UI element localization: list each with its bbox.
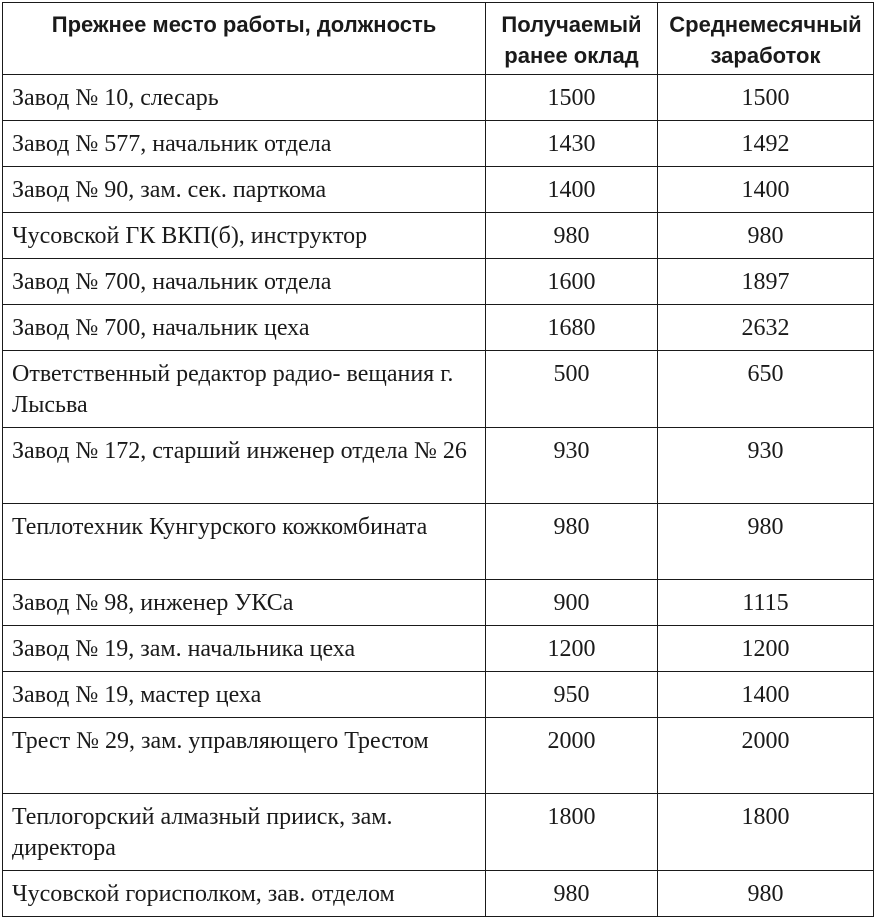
table-row — [3, 626, 874, 672]
avg-earnings-cell: 1115 — [658, 580, 874, 626]
header-prior-salary: Получаемый ранее оклад — [486, 3, 658, 75]
table-row — [3, 428, 874, 504]
salary-table — [2, 2, 874, 917]
avg-earnings-cell: 980 — [658, 504, 874, 580]
prior-salary-cell: 980 — [486, 213, 658, 259]
avg-earnings-cell: 1200 — [658, 626, 874, 672]
position-cell: Завод № 19, мастер цеха — [3, 672, 486, 718]
prior-salary-cell: 980 — [486, 504, 658, 580]
position-cell: Чусовской горисполком, зав. отделом — [3, 871, 486, 917]
position-cell: Завод № 19, зам. начальника цеха — [3, 626, 486, 672]
table-row — [3, 794, 874, 871]
avg-earnings-cell: 980 — [658, 871, 874, 917]
prior-salary-cell: 1430 — [486, 121, 658, 167]
prior-salary-cell: 1400 — [486, 167, 658, 213]
position-cell: Завод № 10, слесарь — [3, 75, 486, 121]
avg-earnings-cell: 2632 — [658, 305, 874, 351]
position-cell: Завод № 700, начальник отдела — [3, 259, 486, 305]
table-row — [3, 213, 874, 259]
avg-earnings-cell: 980 — [658, 213, 874, 259]
table-row — [3, 305, 874, 351]
position-cell: Завод № 98, инженер УКСа — [3, 580, 486, 626]
table-row — [3, 871, 874, 917]
position-cell: Завод № 90, зам. сек. парткома — [3, 167, 486, 213]
position-cell: Завод № 700, начальник цеха — [3, 305, 486, 351]
avg-earnings-cell: 1897 — [658, 259, 874, 305]
position-cell: Трест № 29, зам. управляющего Трестом — [3, 718, 486, 794]
table-row — [3, 580, 874, 626]
position-cell: Ответственный редактор радио- вещания г. Лысьва — [3, 351, 486, 428]
header-row — [3, 3, 874, 75]
avg-earnings-cell: 1400 — [658, 672, 874, 718]
table-row — [3, 718, 874, 794]
avg-earnings-cell: 1492 — [658, 121, 874, 167]
header-avg-earnings: Среднемесячный заработок — [658, 3, 874, 75]
table-row — [3, 672, 874, 718]
prior-salary-cell: 930 — [486, 428, 658, 504]
prior-salary-cell: 2000 — [486, 718, 658, 794]
table-row — [3, 259, 874, 305]
table-row — [3, 167, 874, 213]
prior-salary-cell: 500 — [486, 351, 658, 428]
avg-earnings-cell: 650 — [658, 351, 874, 428]
table-row — [3, 75, 874, 121]
table-row — [3, 504, 874, 580]
prior-salary-cell: 950 — [486, 672, 658, 718]
prior-salary-cell: 1200 — [486, 626, 658, 672]
prior-salary-cell: 1800 — [486, 794, 658, 871]
position-cell: Завод № 577, начальник отдела — [3, 121, 486, 167]
table-row — [3, 121, 874, 167]
prior-salary-cell: 1600 — [486, 259, 658, 305]
avg-earnings-cell: 1800 — [658, 794, 874, 871]
prior-salary-cell: 1680 — [486, 305, 658, 351]
avg-earnings-cell: 930 — [658, 428, 874, 504]
avg-earnings-cell: 1400 — [658, 167, 874, 213]
position-cell: Теплогорский алмазный прииск, зам. директора — [3, 794, 486, 871]
table-row — [3, 351, 874, 428]
prior-salary-cell: 1500 — [486, 75, 658, 121]
position-cell: Завод № 172, старший инженер отдела № 26 — [3, 428, 486, 504]
position-cell: Теплотехник Кунгурского кожкомбината — [3, 504, 486, 580]
prior-salary-cell: 980 — [486, 871, 658, 917]
avg-earnings-cell: 2000 — [658, 718, 874, 794]
prior-salary-cell: 900 — [486, 580, 658, 626]
avg-earnings-cell: 1500 — [658, 75, 874, 121]
position-cell: Чусовской ГК ВКП(б), инструктор — [3, 213, 486, 259]
header-position: Прежнее место работы, должность — [3, 3, 486, 75]
